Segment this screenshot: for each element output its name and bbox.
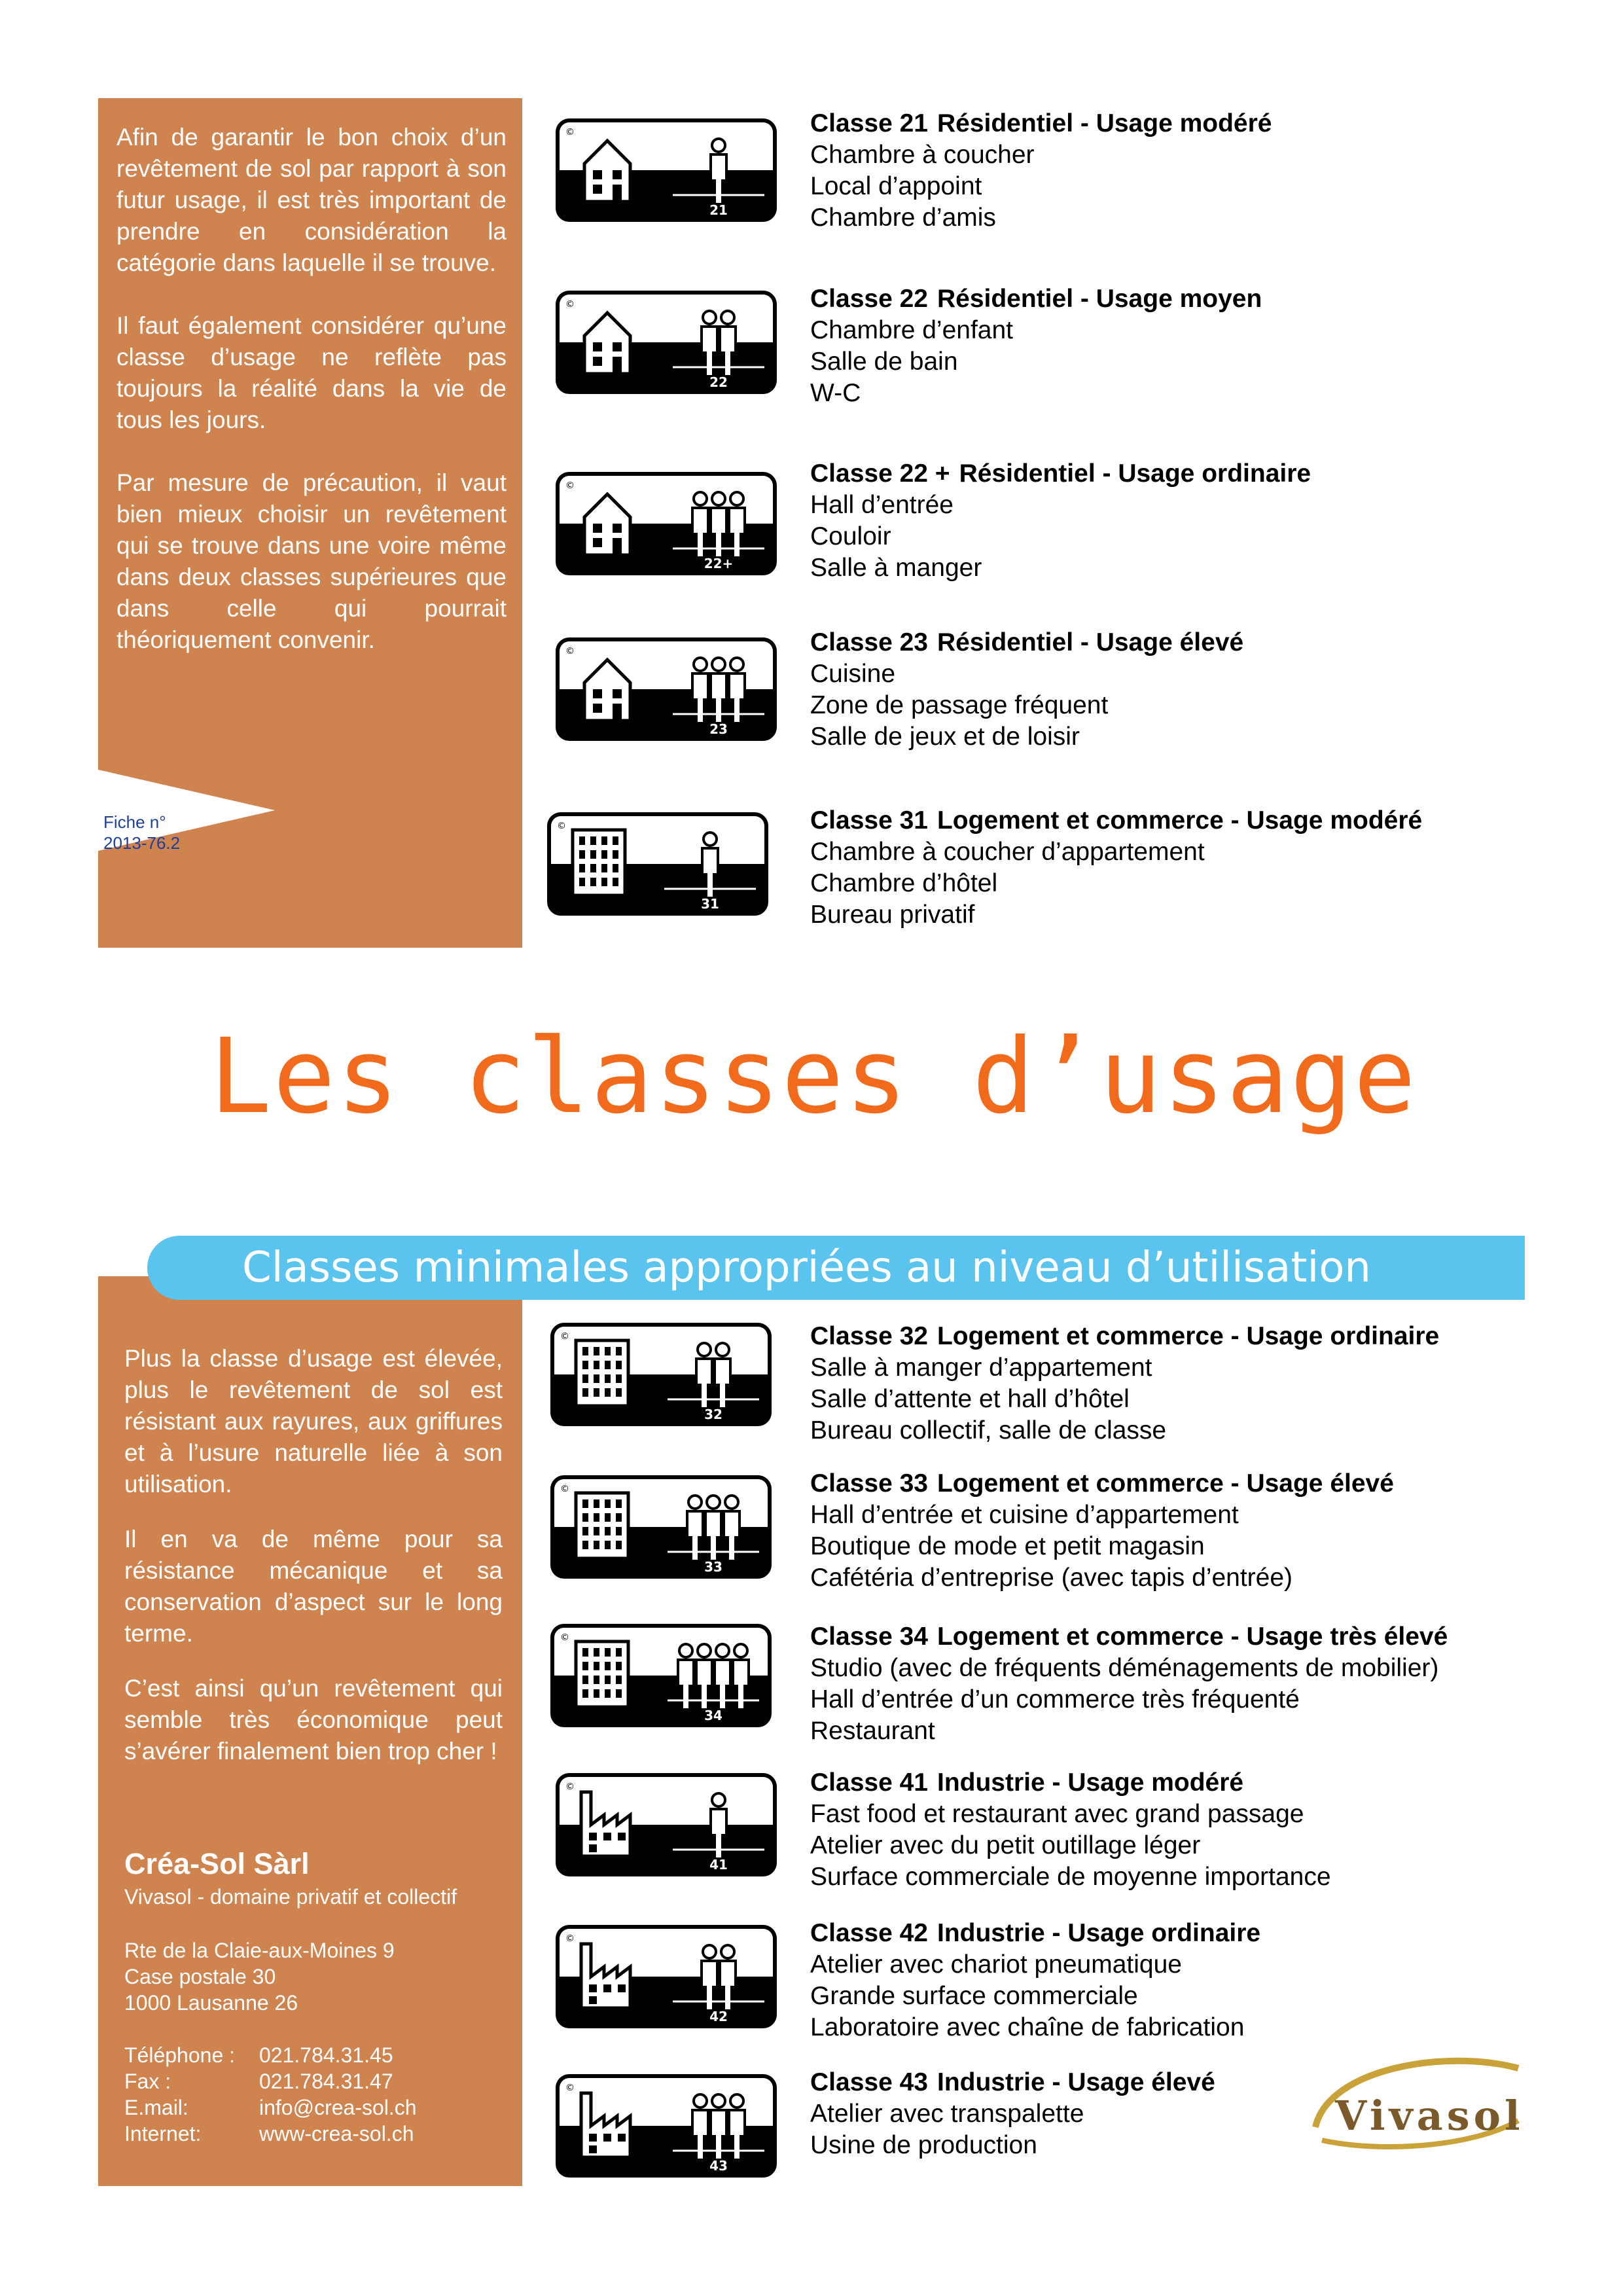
contact-value[interactable]: info@crea-sol.ch: [259, 2096, 417, 2119]
class-pictogram: [555, 290, 777, 395]
contact-email: [124, 2094, 510, 2121]
class-title: [810, 283, 1596, 315]
intro-paragraph: Par mesure de précaution, il vaut bien mieux choisir un revêtement qui se trouve dans une voire même dans deux classes supérieures que dans celle qui pourrait théoriquement convenir.: [116, 469, 507, 653]
class-example: Hall d’entrée: [810, 491, 954, 519]
class-entry: [810, 805, 1596, 931]
class-pictogram-svg: [550, 1623, 772, 1728]
contact-value: 021.784.31.47: [259, 2070, 393, 2093]
class-number: Classe 22: [810, 285, 928, 313]
class-pictogram: [555, 2073, 777, 2178]
class-entry: [810, 1918, 1596, 2043]
copyright-icon: ©: [565, 480, 575, 491]
class-number: Classe 32: [810, 1322, 928, 1350]
class-badge: 42: [709, 2009, 728, 2024]
class-example: Atelier avec transpalette: [810, 2100, 1084, 2128]
contact-value: 021.784.31.45: [259, 2043, 393, 2067]
class-pictogram-svg: [555, 290, 777, 395]
contact-fax: [124, 2068, 510, 2094]
class-usage-title: Logement et commerce - Usage ordinaire: [936, 1322, 1440, 1350]
class-example: Atelier avec chariot pneumatique: [810, 1950, 1182, 1979]
copyright-icon: ©: [565, 299, 575, 310]
class-badge: 43: [709, 2158, 728, 2174]
company-contact: [124, 2042, 510, 2147]
class-entry: [810, 458, 1596, 584]
class-example: Studio (avec de fréquents déménagements de mobilier): [810, 1654, 1439, 1682]
class-number: Classe 33: [810, 1469, 928, 1498]
class-example: Cuisine: [810, 660, 896, 688]
class-title: [810, 1468, 1596, 1499]
class-example: Laboratoire avec chaîne de fabrication: [810, 2013, 1245, 2041]
lower-text: [124, 1343, 503, 1799]
class-pictogram-svg: [550, 1322, 772, 1427]
class-number: Classe 23: [810, 628, 928, 656]
contact-label: Fax :: [124, 2070, 171, 2093]
intro-paragraph: Il faut également considérer qu’une classe d’usage ne reflète pas toujours la réalité dans la vie de tous les jours.: [116, 312, 507, 433]
class-example: Chambre d’amis: [810, 204, 996, 232]
class-example: Surface commerciale de moyenne importance: [810, 1863, 1331, 1891]
class-pictogram: [550, 1623, 772, 1728]
contact-label: Téléphone :: [124, 2043, 236, 2067]
class-example: Restaurant: [810, 1717, 935, 1745]
office-building-icon: [573, 830, 625, 895]
contact-website: [124, 2121, 510, 2147]
class-number: Classe 43: [810, 2068, 928, 2096]
class-usage-title: Résidentiel - Usage ordinaire: [959, 459, 1311, 488]
class-example: Salle à manger d’appartement: [810, 1354, 1152, 1382]
class-example: Salle de bain: [810, 348, 958, 376]
class-example: Grande surface commerciale: [810, 1982, 1138, 2010]
class-badge: 22+: [704, 556, 734, 571]
intro-paragraph: Afin de garantir le bon choix d’un revêtement de sol par rapport à son futur usage, il est très important de prendre en considération la catégorie dans laquelle il se trouve.: [116, 124, 507, 276]
class-entry: [810, 108, 1596, 234]
fiche-label: Fiche n°: [103, 812, 166, 832]
class-pictogram: [550, 1475, 772, 1579]
copyright-icon: ©: [557, 821, 566, 831]
class-number: Classe 21: [810, 109, 928, 137]
class-badge: 22: [709, 374, 728, 390]
class-example: Chambre d’enfant: [810, 316, 1014, 344]
class-title: [810, 1321, 1596, 1352]
class-example: Hall d’entrée d’un commerce très fréquenté: [810, 1685, 1300, 1713]
class-usage-title: Logement et commerce - Usage modéré: [936, 806, 1423, 834]
class-usage-title: Résidentiel - Usage modéré: [936, 109, 1272, 137]
class-badge: 21: [709, 202, 728, 218]
class-title: [810, 458, 1596, 490]
class-number: Classe 34: [810, 1623, 928, 1651]
class-example: Chambre d’hôtel: [810, 869, 998, 897]
class-example: Salle à manger: [810, 554, 982, 582]
address-line: Rte de la Claie-aux-Moines 9: [124, 1939, 395, 1962]
company-name: Créa-Sol Sàrl: [124, 1847, 310, 1880]
class-title: [810, 627, 1596, 658]
class-number: Classe 42: [810, 1919, 928, 1947]
contact-value[interactable]: www-crea-sol.ch: [259, 2122, 414, 2145]
lower-paragraph: Plus la classe d’usage est élevée, plus le revêtement de sol est résistant aux rayures, aux griffures et à l’usure naturelle liée à son utilisation.: [124, 1345, 503, 1498]
class-entry: [810, 1621, 1596, 1747]
class-example: Cafétéria d’entreprise (avec tapis d’entrée): [810, 1564, 1293, 1592]
class-pictogram: [555, 471, 777, 576]
class-title: [810, 108, 1596, 139]
class-usage-title: Industrie - Usage ordinaire: [936, 1919, 1261, 1947]
contact-label: Internet:: [124, 2122, 202, 2145]
page-title: Les classes d’usage: [209, 1016, 1418, 1137]
copyright-icon: ©: [560, 1632, 569, 1643]
address-line: Case postale 30: [124, 1965, 276, 1988]
office-building-icon: [576, 1340, 628, 1406]
office-building-icon: [576, 1493, 628, 1558]
class-pictogram: [550, 1322, 772, 1427]
class-badge: 23: [709, 721, 728, 737]
class-example: Zone de passage fréquent: [810, 691, 1109, 719]
class-usage-title: Industrie - Usage modéré: [936, 1768, 1244, 1797]
class-usage-title: Résidentiel - Usage élevé: [936, 628, 1244, 656]
class-example: Salle de jeux et de loisir: [810, 723, 1080, 751]
class-usage-title: Résidentiel - Usage moyen: [936, 285, 1262, 313]
fiche-number: 2013-76.2: [103, 833, 181, 853]
class-number: Classe 31: [810, 806, 928, 834]
class-example: Usine de production: [810, 2131, 1037, 2159]
intro-text: [116, 122, 507, 687]
class-pictogram-svg: [550, 1475, 772, 1579]
class-badge: 33: [704, 1559, 722, 1575]
class-pictogram-svg: [555, 471, 777, 576]
class-example: Bureau collectif, salle de classe: [810, 1416, 1167, 1444]
company-tagline: Vivasol - domaine privatif et collectif: [124, 1885, 457, 1909]
class-number: Classe 41: [810, 1768, 928, 1797]
class-example: Fast food et restaurant avec grand passage: [810, 1800, 1304, 1828]
class-title: [810, 805, 1596, 836]
copyright-icon: ©: [565, 127, 575, 137]
class-badge: 31: [701, 896, 719, 912]
logo-wordmark: Vivasol: [1335, 2092, 1524, 2140]
class-pictogram-svg: [555, 637, 777, 742]
class-entry: [810, 627, 1596, 753]
class-number: Classe 22 +: [810, 459, 950, 488]
copyright-icon: ©: [565, 1933, 575, 1944]
class-example: Atelier avec du petit outillage léger: [810, 1831, 1201, 1859]
class-example: Local d’appoint: [810, 172, 982, 200]
copyright-icon: ©: [565, 1782, 575, 1792]
class-example: Chambre à coucher d’appartement: [810, 838, 1205, 866]
copyright-icon: ©: [565, 2083, 575, 2093]
company-info: [124, 1846, 510, 2147]
class-example: Chambre à coucher: [810, 141, 1035, 169]
class-entry: [810, 283, 1596, 409]
class-usage-title: Logement et commerce - Usage très élevé: [936, 1623, 1448, 1651]
class-pictogram: [555, 118, 777, 223]
class-example: Boutique de mode et petit magasin: [810, 1532, 1205, 1560]
class-title: [810, 1621, 1596, 1653]
class-pictogram-svg: [555, 118, 777, 223]
class-pictogram: [555, 1772, 777, 1877]
class-badge: 32: [704, 1407, 722, 1422]
class-pictogram-svg: [555, 1772, 777, 1877]
class-entry: [810, 1767, 1596, 1893]
company-address: [124, 1937, 510, 2016]
lower-paragraph: C’est ainsi qu’un revêtement qui semble très économique peut s’avérer finalement bien trop cher !: [124, 1675, 503, 1765]
class-usage-title: Logement et commerce - Usage élevé: [936, 1469, 1394, 1498]
contact-phone: [124, 2042, 510, 2068]
address-line: 1000 Lausanne 26: [124, 1991, 298, 2015]
class-pictogram: [555, 637, 777, 742]
class-entry: [810, 1468, 1596, 1594]
class-entry: [810, 1321, 1596, 1446]
copyright-icon: ©: [560, 1331, 569, 1342]
copyright-icon: ©: [560, 1484, 569, 1494]
class-pictogram-svg: [555, 1924, 777, 2029]
class-badge: 34: [704, 1708, 722, 1723]
page-subtitle: Classes minimales appropriées au niveau d’utilisation: [242, 1244, 1371, 1292]
class-usage-title: Industrie - Usage élevé: [936, 2068, 1215, 2096]
copyright-icon: ©: [565, 646, 575, 656]
class-example: Bureau privatif: [810, 901, 975, 929]
class-pictogram-svg: [546, 812, 769, 916]
class-pictogram: [546, 812, 769, 916]
class-example: W-C: [810, 379, 861, 407]
lower-paragraph: Il en va de même pour sa résistance mécanique et sa conservation d’aspect sur le long terme.: [124, 1526, 503, 1647]
class-title: [810, 1767, 1596, 1799]
class-example: Couloir: [810, 522, 891, 550]
class-title: [810, 1918, 1596, 1949]
class-pictogram: [555, 1924, 777, 2029]
fiche-reference: [103, 812, 247, 853]
class-badge: 41: [709, 1857, 728, 1873]
class-example: Hall d’entrée et cuisine d’appartement: [810, 1501, 1239, 1529]
class-example: Salle d’attente et hall d’hôtel: [810, 1385, 1130, 1413]
class-pictogram-svg: [555, 2073, 777, 2178]
contact-label: E.mail:: [124, 2096, 188, 2119]
office-building-icon: [576, 1641, 628, 1707]
